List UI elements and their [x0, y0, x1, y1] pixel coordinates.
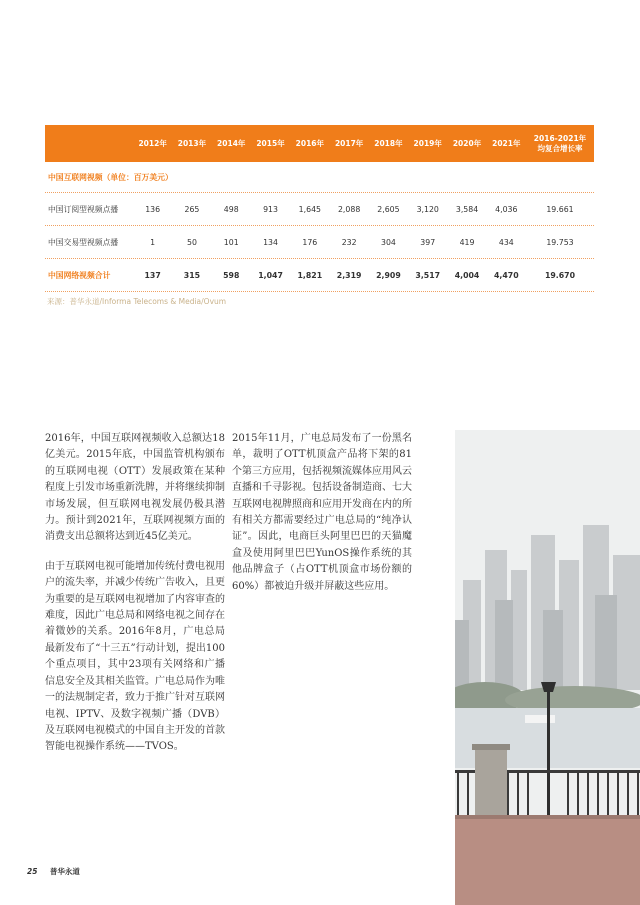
total-row	[45, 259, 594, 291]
source-note: 来源：普华永道/Informa Telecoms & Media/Ovum	[47, 297, 227, 306]
table-header	[45, 125, 594, 162]
cagr-cell: 19.661	[546, 204, 574, 214]
section-title: 中国互联网视频（单位：百万美元）	[48, 172, 173, 182]
table-cell: 2,088	[337, 204, 361, 214]
year-header: 2020年	[452, 139, 482, 148]
table-cell: 2,909	[376, 270, 401, 280]
table-cell: 265	[184, 204, 200, 214]
table-cell: 4,004	[454, 270, 480, 280]
table-cell: 2,319	[336, 270, 362, 280]
table-cell: 176	[302, 237, 318, 247]
table-cell: 315	[183, 270, 201, 280]
table-cell: 3,120	[416, 204, 439, 214]
table-cell: 2,605	[377, 204, 400, 214]
table-cell: 1,645	[298, 204, 321, 214]
table-cell: 1,047	[258, 270, 283, 280]
table-body	[45, 193, 594, 259]
city-skyline-photo	[455, 430, 640, 905]
table-cell: 101	[223, 237, 239, 247]
row-label: 中国交易型视频点播	[48, 237, 119, 247]
row-label: 中国订阅型视频点播	[48, 204, 119, 214]
table-cell: 4,470	[493, 270, 519, 280]
paragraph: 由于互联网电视可能增加传统付费电视用户的流失率，并减少传统广告收入，且更为重要的是互联网电视增加了内容审查的难度，因此广电总局和网络电视之间存在着微妙的关系。2016年8月，广电总局最新发布了“十三五”行动计划，提出100个重点项目，其中23项有关网络和广播信息安全及其相关监管。广电总局作为唯一的法规制定者，致力于推广针对互联网电视、IPTV、及数字视频广播（DVB）及互联网电视模式的中国自主开发的首款智能电视操作系统——TVOS。	[45, 560, 225, 753]
paragraph: 2015年11月，广电总局发布了一份黑名单，裁明了OTT机顶盒产品将下架的81个第三方应用，包括视频流媒体应用风云直播和千寻影视。包括设备制造商、七大互联网电视牌照商和应用开发商在内的所有相关方都需要经过广电总局的“纯净认证”。因此，电商巨头阿里巴巴的天猫魔盒及使用阿里巴巴YunOS操作系统的其他品牌盒子（占OTT机顶盒市场份额的60%）都被迫升级并屏蔽这些应用。	[232, 433, 412, 592]
table-cell: 4,036	[495, 204, 518, 214]
year-header: 2018年	[374, 139, 403, 148]
table-cell: 50	[186, 237, 197, 247]
table-cell: 304	[380, 237, 396, 247]
table-cell: 1,821	[297, 270, 323, 280]
cagr-header	[526, 134, 594, 154]
table-cell: 498	[223, 204, 239, 214]
table-cell: 3,517	[415, 270, 441, 280]
paragraph: 2016年，中国互联网视频收入总额达18亿美元。2015年底，中国监管机构颁布的互联网电视（OTT）发展政策在某种程度上引发市场重新洗牌，并将继续抑制市场发展，但互联网电视发展仍极具潜力。预计到2021年，互联网视频方面的消费支出总额将达到近45亿美元。	[45, 433, 225, 543]
table-row	[45, 193, 594, 225]
year-header: 2012年	[138, 139, 167, 148]
left-column	[45, 431, 225, 769]
year-headers	[133, 138, 526, 149]
cagr-header-line1: 2016-2021年	[533, 133, 587, 143]
table-cell: 419	[459, 237, 475, 247]
table-row	[45, 226, 594, 258]
cagr-cell: 19.670	[544, 270, 576, 280]
table-cell: 136	[145, 204, 161, 214]
table-cell: 1	[150, 237, 156, 247]
divider	[45, 291, 594, 292]
year-header: 2017年	[334, 139, 364, 148]
table-cell: 137	[144, 270, 161, 280]
cagr-cell: 19.753	[546, 237, 574, 247]
table-cell: 397	[420, 237, 436, 247]
table-cell: 3,584	[455, 204, 479, 214]
year-header: 2019年	[413, 139, 442, 148]
cagr-header-line2: 均复合增长率	[537, 143, 583, 153]
data-table	[45, 125, 594, 292]
right-column	[232, 431, 412, 608]
page-footer	[27, 866, 80, 877]
year-header: 2021年	[492, 139, 521, 148]
brand-name: 普华永道	[49, 867, 80, 876]
year-header: 2015年	[256, 139, 285, 148]
table-cell: 598	[223, 270, 240, 280]
year-header: 2016年	[295, 139, 325, 148]
page-number: 25	[27, 867, 38, 876]
total-label: 中国网络视频合计	[48, 270, 111, 280]
table-cell: 134	[263, 237, 278, 247]
year-header: 2013年	[177, 139, 207, 148]
year-header: 2014年	[217, 139, 246, 148]
table-cell: 434	[498, 237, 514, 247]
table-cell: 913	[263, 204, 278, 214]
table-cell: 232	[341, 237, 357, 247]
